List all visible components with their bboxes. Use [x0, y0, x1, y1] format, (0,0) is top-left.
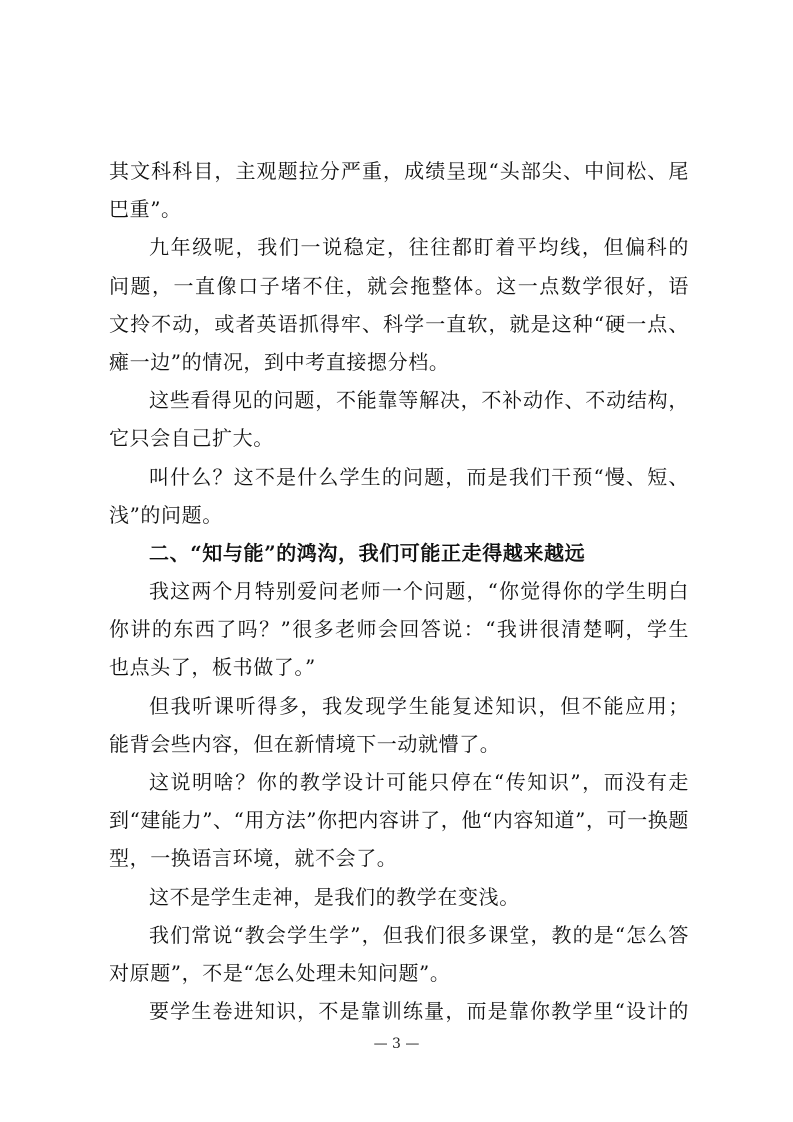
text-line: 这些看得见的问题，不能靠等解决，不补动作、不动结构，	[149, 388, 689, 413]
text-line: 问题，一直像口子堵不住，就会拖整体。这一点数学很好，语	[109, 273, 689, 298]
text-line: 其文科科目，主观题拉分严重，成绩呈现“头部尖、中间松、尾	[109, 159, 689, 183]
text-line: 巴重”。	[109, 197, 182, 222]
body-text	[109, 152, 689, 1030]
text-line: 这不是学生走神，是我们的教学在变浅。	[149, 884, 520, 909]
page-number: — 3 —	[373, 1036, 420, 1052]
text-line: 叫什么？这不是什么学生的问题，而是我们干预“慢、短、	[149, 464, 689, 489]
text-line: 但我听课听得多，我发现学生能复述知识，但不能应用；	[149, 693, 689, 718]
text-line: 它只会自己扩大。	[109, 426, 274, 451]
text-line: 这说明啥？你的教学设计可能只停在“传知识”，而没有走	[149, 770, 689, 794]
text-line: 对原题”，不是“怎么处理未知问题”。	[109, 960, 451, 985]
text-line: 型，一换语言环境，就不会了。	[109, 846, 398, 871]
text-line: 我这两个月特别爱问老师一个问题，“你觉得你的学生明白	[149, 579, 689, 604]
text-line: 瘫一边”的情况，到中考直接摁分档。	[109, 349, 450, 374]
text-line: 也点头了，板书做了。”	[109, 655, 316, 680]
text-line: 到“建能力”、“用方法”你把内容讲了，他“内容知道”，可一换题	[109, 808, 689, 833]
text-line: 九年级呢，我们一说稳定，往往都盯着平均线，但偏科的	[149, 235, 689, 260]
text-line: 能背会些内容，但在新情境下一动就懵了。	[109, 731, 501, 756]
section-heading: 二、“知与能”的鸿沟，我们可能正走得越来越远	[149, 540, 586, 565]
text-line: 文拎不动，或者英语抓得牢、科学一直软，就是这种“硬一点、	[109, 311, 689, 336]
text-line: 我们常说“教会学生学”，但我们很多课堂，教的是“怎么答	[149, 922, 689, 947]
text-line: 浅”的问题。	[109, 502, 223, 527]
text-line: 你讲的东西了吗？”很多老师会回答说：“我讲很清楚啊，学生	[109, 617, 689, 642]
text-line: 要学生卷进知识，不是靠训练量，而是靠你教学里“设计的	[149, 999, 689, 1024]
